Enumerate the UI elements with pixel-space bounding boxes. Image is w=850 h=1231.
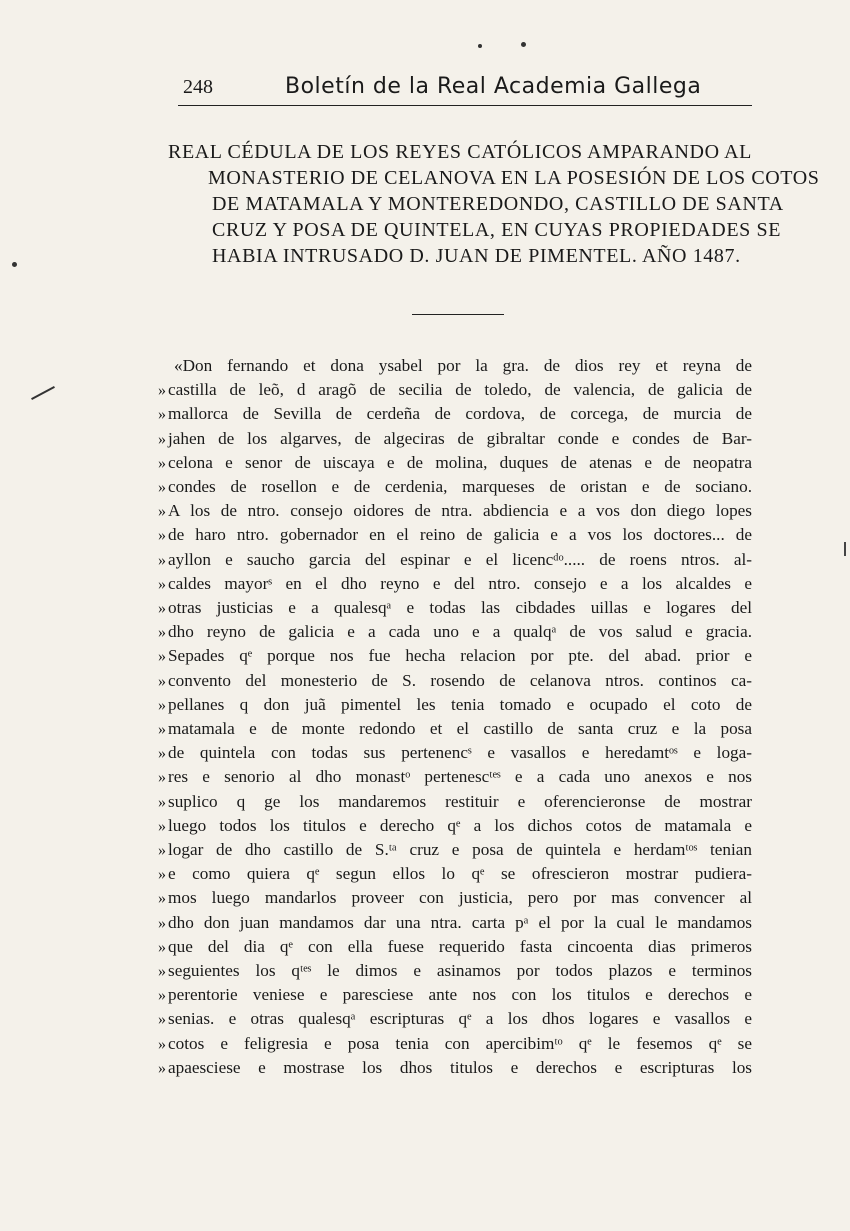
ink-speck xyxy=(521,42,526,47)
margin-quote-mark: » xyxy=(158,696,166,714)
body-line xyxy=(158,911,752,935)
body-line xyxy=(158,669,752,693)
margin-quote-mark: » xyxy=(158,914,166,932)
body-line xyxy=(158,596,752,620)
margin-quote-mark: » xyxy=(158,503,166,521)
body-line-text: dho don juan mandamos dar una ntra. carta pᵃ el por la cual le mandamos xyxy=(168,912,752,932)
body-line-text: seguientes los qᵗᵉˢ le dimos e asinamos por todos plazos e terminos xyxy=(168,961,752,980)
body-line-text: de quintela con todas sus pertenencˢ e vasallos e heredamtᵒˢ e loga- xyxy=(168,743,752,763)
body-line-text: dho reyno de galicia e a cada uno e a qualqᵃ de vos salud e gracia. xyxy=(168,622,752,642)
margin-quote-mark: » xyxy=(158,866,166,884)
body-line-text: matamala e de monte redondo et el castillo de santa cruz e la posa xyxy=(168,719,752,738)
body-line xyxy=(158,1007,752,1031)
margin-quote-mark: » xyxy=(158,454,166,472)
running-title: Boletín de la Real Academia Gallega xyxy=(285,74,702,99)
body-line-text: condes de rosellon e de cerdenia, marqueses de oristan e de sociano. xyxy=(168,477,752,496)
title-line: DE MATAMALA Y MONTEREDONDO, CASTILLO DE SANTA xyxy=(212,193,784,215)
body-line-text: otras justicias e a qualesqᵃ e todas las cibdades uillas e logares del xyxy=(168,598,752,617)
margin-quote-mark: » xyxy=(158,817,166,835)
body-line xyxy=(158,402,752,426)
body-line-text: A los de ntro. consejo oidores de ntra. abdiencia e a vos don diego lopes xyxy=(168,501,752,521)
body-line-text: castilla de leõ, d aragõ de secilia de toledo, de valencia, de galicia de xyxy=(168,380,752,400)
body-line-text: ayllon e saucho garcia del espinar e el licencᵈᵒ..... de roens ntros. al- xyxy=(168,549,752,569)
margin-quote-mark: » xyxy=(158,479,166,496)
body-line-text: caldes mayorˢ en el dho reyno e del ntro. consejo e a los alcaldes e xyxy=(168,573,752,593)
margin-quote-mark: » xyxy=(158,963,166,980)
body-line xyxy=(158,983,752,1007)
body-line xyxy=(158,644,752,668)
body-line-text: perentorie veniese e paresciese ante nos con los titulos e derechos e xyxy=(168,985,752,1005)
body-line-text: «Don fernando et dona ysabel por la gra. de dios rey et reyna de xyxy=(174,356,752,375)
margin-quote-mark: » xyxy=(158,938,166,956)
margin-quote-mark: » xyxy=(158,987,166,1005)
margin-quote-mark: » xyxy=(158,527,166,545)
body-line-text: res e senorio al dho monastᵒ pertenescᵗᵉˢ e a cada uno anexos e nos xyxy=(168,767,752,787)
body-line-text: e como quiera qᵉ segun ellos lo qᵉ se ofrescieron mostrar pudiera- xyxy=(168,864,752,884)
title-line: CRUZ Y POSA DE QUINTELA, EN CUYAS PROPIEDADES SE xyxy=(212,219,782,241)
margin-quote-mark: » xyxy=(158,769,166,787)
body-line-text: Sepades qᵉ porque nos fue hecha relacion por pte. del abad. prior e xyxy=(168,646,752,666)
margin-quote-mark: » xyxy=(158,721,166,738)
margin-quote-mark: » xyxy=(158,890,166,908)
body-line-text: que del dia qᵉ con ella fuese requerido fasta cincoenta dias primeros xyxy=(168,936,752,956)
body-line xyxy=(158,572,752,596)
body-line xyxy=(158,959,752,983)
body-line-text: convento del monesterio de S. rosendo de celanova ntros. continos ca- xyxy=(168,670,752,690)
margin-quote-mark: » xyxy=(158,1035,166,1053)
title-line: MONASTERIO DE CELANOVA EN LA POSESIÓN DE LOS COTOS xyxy=(208,167,820,189)
body-line xyxy=(158,523,752,547)
margin-quote-mark: » xyxy=(158,600,166,617)
body-line-text: luego todos los titulos e derecho qᵉ a los dichos cotos de matamala e xyxy=(168,815,752,835)
body-line xyxy=(158,814,752,838)
margin-quote-mark: » xyxy=(158,1059,166,1077)
body-line-text: de haro ntro. gobernador en el reino de galicia e a vos los doctores... de xyxy=(168,525,752,545)
margin-quote-mark: » xyxy=(158,793,166,811)
body-line xyxy=(158,741,752,765)
body-line xyxy=(158,378,752,402)
body-line xyxy=(158,451,752,475)
body-line xyxy=(158,886,752,910)
body-line-text: celona e senor de uiscaya e de molina, duques de atenas e de neopatra xyxy=(168,452,752,472)
margin-quote-mark: » xyxy=(158,575,166,593)
margin-quote-mark: » xyxy=(158,382,166,400)
body-line xyxy=(158,620,752,644)
margin-quote-mark: » xyxy=(158,551,166,569)
margin-quote-mark: » xyxy=(158,672,166,690)
body-line-text: senias. e otras qualesqᵃ escripturas qᵉ a los dhos logares e vasallos e xyxy=(168,1009,752,1029)
ink-speck xyxy=(478,44,482,48)
body-line xyxy=(158,475,752,499)
body-line-text: logar de dho castillo de S.ᵗᵃ cruz e posa de quintela e herdamᵗᵒˢ tenian xyxy=(168,840,752,859)
body-line-text: cotos e feligresia e posa tenia con apercibimᵗᵒ qᵉ le fesemos qᵉ se xyxy=(168,1033,752,1053)
title-line: HABIA INTRUSADO D. JUAN DE PIMENTEL. AÑO 1487. xyxy=(212,245,741,267)
margin-mark xyxy=(844,542,846,556)
body-line xyxy=(174,354,752,378)
body-line-text: pellanes q don juã pimentel les tenia tomado e ocupado el coto de xyxy=(168,694,752,714)
body-line xyxy=(158,548,752,572)
body-line xyxy=(158,862,752,886)
body-line-text: suplico q ge los mandaremos restituir e oferencieronse de mostrar xyxy=(168,791,752,811)
body-line xyxy=(158,935,752,959)
body-line xyxy=(158,790,752,814)
margin-quote-mark: » xyxy=(158,624,166,642)
margin-quote-mark: » xyxy=(158,1011,166,1029)
body-line-text: jahen de los algarves, de algeciras de gibraltar conde e condes de Bar- xyxy=(168,428,752,448)
page-number: 248 xyxy=(183,76,213,98)
margin-quote-mark: » xyxy=(158,842,166,859)
body-line xyxy=(158,1032,752,1056)
body-line xyxy=(158,765,752,789)
body-line xyxy=(158,1056,752,1080)
body-line xyxy=(158,717,752,741)
header-rule xyxy=(178,105,752,106)
body-line xyxy=(158,499,752,523)
title-rule xyxy=(412,314,504,315)
ink-speck xyxy=(12,262,17,267)
body-line-text: mallorca de Sevilla de cerdeña de cordova, de corcega, de murcia de xyxy=(168,404,752,424)
margin-quote-mark: » xyxy=(158,406,166,424)
running-head xyxy=(183,76,753,102)
body-line-text: mos luego mandarlos proveer con justicia, pero por mas convencer al xyxy=(168,888,752,908)
body-line xyxy=(158,838,752,862)
body-line xyxy=(158,427,752,451)
margin-mark xyxy=(31,386,55,400)
body-line xyxy=(158,693,752,717)
margin-quote-mark: » xyxy=(158,745,166,763)
title-line: REAL CÉDULA DE LOS REYES CATÓLICOS AMPARANDO AL xyxy=(168,141,752,163)
body-line-text: apaesciese e mostrase los dhos titulos e derechos e escripturas los xyxy=(168,1057,752,1077)
margin-quote-mark: » xyxy=(158,430,166,448)
margin-quote-mark: » xyxy=(158,648,166,666)
